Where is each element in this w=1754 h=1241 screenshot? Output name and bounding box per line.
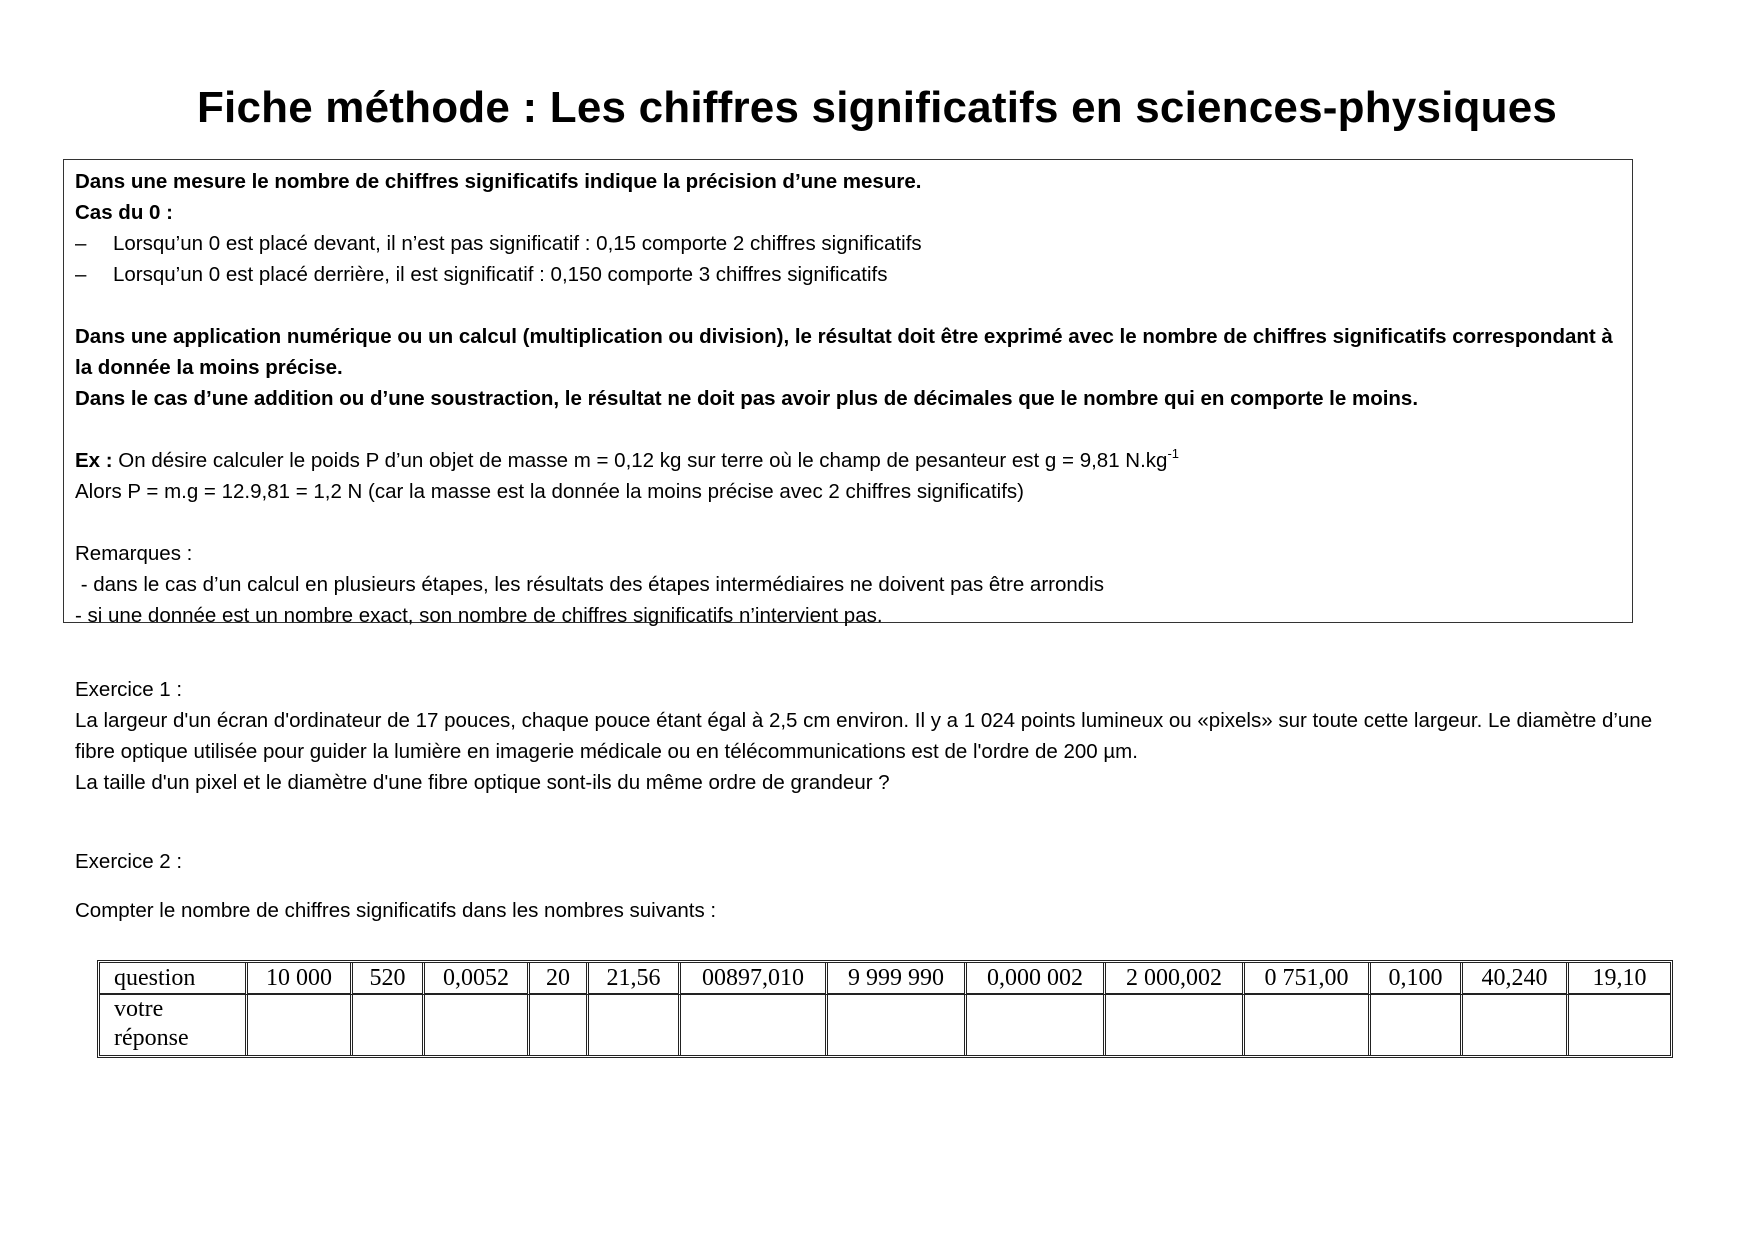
- answer-row: [100, 995, 1670, 1055]
- answer-cell[interactable]: [248, 995, 353, 1055]
- remarks-heading: Remarques :: [75, 542, 193, 565]
- dash-bullet: –: [75, 232, 87, 255]
- remark-item: - dans le cas d’un calcul en plusieurs étapes, les résultats des étapes intermédiaires ne doivent pas être arrondis: [75, 573, 1104, 596]
- question-cell: 10 000: [248, 963, 353, 995]
- answer-cell[interactable]: [828, 995, 967, 1055]
- calc-rule: Dans une application numérique ou un calcul (multiplication ou division), le résultat doit être exprimé avec le nombre de chiffres significatifs correspondant à la donnée la moins précise.: [75, 325, 1613, 379]
- question-cell: 0 751,00: [1245, 963, 1371, 995]
- answer-header-line: réponse: [114, 1025, 189, 1051]
- answer-cell[interactable]: [1245, 995, 1371, 1055]
- question-cell: 0,100: [1371, 963, 1463, 995]
- question-header: question: [100, 963, 248, 995]
- example-text: On désire calculer le poids P d’un objet de masse m = 0,12 kg sur terre où le champ de pesanteur est g = 9,81 N.kg: [112, 449, 1168, 472]
- example-label: Ex :: [75, 449, 113, 472]
- exercise-1-body: La largeur d'un écran d'ordinateur de 17 pouces, chaque pouce étant égal à 2,5 cm environ. Il y a 1 024 points lumineux ou «pixels» sur toute cette largeur. Le diamètre d’une fibre optique utilisée pour guider la lumière en imagerie médicale ou en télécommunications est de l'ordre de 200 µm.: [75, 709, 1653, 763]
- question-cell: 520: [353, 963, 425, 995]
- question-cell: 00897,010: [681, 963, 828, 995]
- question-cell: 21,56: [589, 963, 681, 995]
- addition-rule: Dans le cas d’une addition ou d’une soustraction, le résultat ne doit pas avoir plus de décimales que le nombre qui en comporte le moins.: [75, 387, 1419, 410]
- answer-header: [100, 995, 248, 1055]
- exercise-1-question: La taille d'un pixel et le diamètre d'une fibre optique sont-ils du même ordre de grandeur ?: [75, 771, 890, 794]
- question-cell: 2 000,002: [1106, 963, 1245, 995]
- exercise-2-heading: Exercice 2 :: [75, 850, 183, 873]
- question-cell: 9 999 990: [828, 963, 967, 995]
- question-row: [100, 963, 1670, 995]
- answer-cell[interactable]: [1463, 995, 1569, 1055]
- intro-text: Dans une mesure le nombre de chiffres significatifs indique la précision d’une mesure.: [75, 170, 922, 193]
- answer-header-line: votre: [114, 996, 164, 1022]
- method-box: [63, 159, 1633, 627]
- example-exponent: -1: [1167, 446, 1180, 461]
- question-cell: 0,000 002: [967, 963, 1106, 995]
- answer-cell[interactable]: [681, 995, 828, 1055]
- exercise-1-heading: Exercice 1 :: [75, 678, 183, 701]
- zero-rule-text: Lorsqu’un 0 est placé devant, il n’est pas significatif : 0,15 comporte 2 chiffres significatifs: [113, 232, 922, 255]
- answer-cell[interactable]: [967, 995, 1106, 1055]
- question-cell: 19,10: [1569, 963, 1670, 995]
- answer-cell[interactable]: [589, 995, 681, 1055]
- question-cell: 0,0052: [425, 963, 530, 995]
- answer-cell[interactable]: [1371, 995, 1463, 1055]
- question-cell: 40,240: [1463, 963, 1569, 995]
- answer-cell[interactable]: [425, 995, 530, 1055]
- example-line: [75, 445, 1621, 476]
- answer-cell[interactable]: [353, 995, 425, 1055]
- zero-rule-text: Lorsqu’un 0 est placé derrière, il est significatif : 0,150 comporte 3 chiffres significatifs: [113, 263, 888, 286]
- question-cell: 20: [530, 963, 589, 995]
- exercise-2-instruction: Compter le nombre de chiffres significatifs dans les nombres suivants :: [75, 899, 717, 922]
- page-title: Fiche méthode : Les chiffres significatifs en sciences-physiques: [196, 83, 1558, 132]
- dash-bullet: –: [75, 263, 87, 286]
- remark-item: - si une donnée est un nombre exact, son nombre de chiffres significatifs n’intervient pas.: [75, 604, 883, 627]
- zero-rule-item: [75, 259, 1621, 290]
- answer-cell[interactable]: [530, 995, 589, 1055]
- answer-cell[interactable]: [1106, 995, 1245, 1055]
- answer-cell[interactable]: [1569, 995, 1670, 1055]
- exercise-1: [75, 674, 1685, 798]
- example-result: Alors P = m.g = 12.9,81 = 1,2 N (car la masse est la donnée la moins précise avec 2 chiffres significatifs): [75, 480, 1024, 503]
- zero-case-heading: Cas du 0 :: [75, 201, 173, 224]
- answer-table: [97, 960, 1673, 1058]
- zero-rule-item: [75, 228, 1621, 259]
